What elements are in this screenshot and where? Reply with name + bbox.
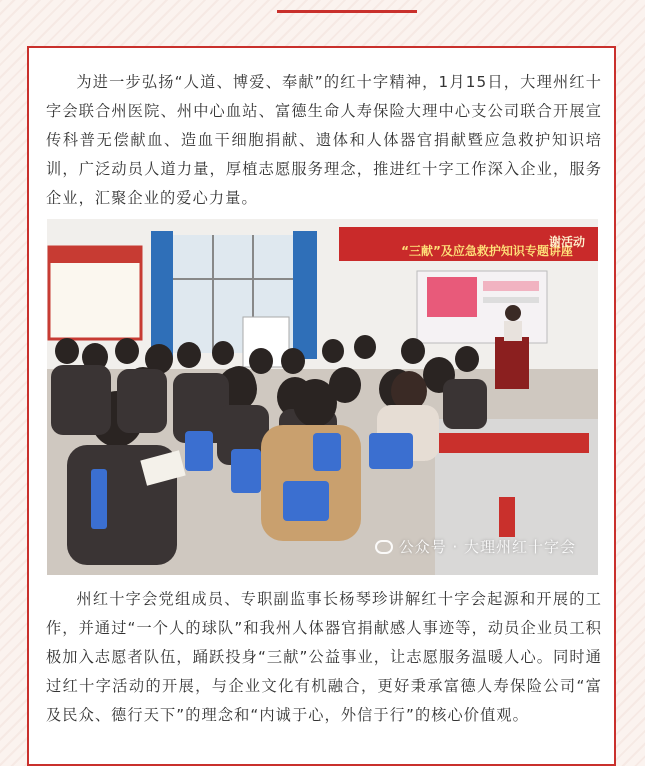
top-divider [277,10,417,13]
wechat-icon [375,540,393,554]
classroom-scene [47,219,598,575]
banner-title: “三献”及应急救护知识专题讲座 [401,244,573,258]
watermark [375,536,576,557]
watermark-text: 公众号 · 大理州红十字会 [398,538,576,556]
body-paragraph: 州红十字会党组成员、专职副监事长杨琴珍讲解红十字会起源和开展的工作，并通过“一个人的球队”和我州人体器官捐献感人事迹等，动员企业员工积极加入志愿者队伍，踊跃投身“三献”公益事业，让志愿服务温暖人心。同时通过红十字活动的开展，与企业文化有机融合，更好秉承富德人寿保险公司“富及民众、德行天下”的理念和“内诚于心，外信于行”的核心价值观。 [46,590,602,724]
banner-suffix: 谢活动 [548,235,585,249]
event-photo [47,219,598,575]
intro-paragraph: 为进一步弘扬“人道、博爱、奉献”的红十字精神，1月15日，大理州红十字会联合州医院、州中心血站、富德生命人寿保险大理中心支公司联合开展宣传科普无偿献血、造血干细胞捐献、遗体和人体器官捐献暨应急救护知识培训，广泛动员人道力量，厚植志愿服务理念，推进红十字工作深入企业，服务企业，汇聚企业的爱心力量。 [46,73,602,207]
